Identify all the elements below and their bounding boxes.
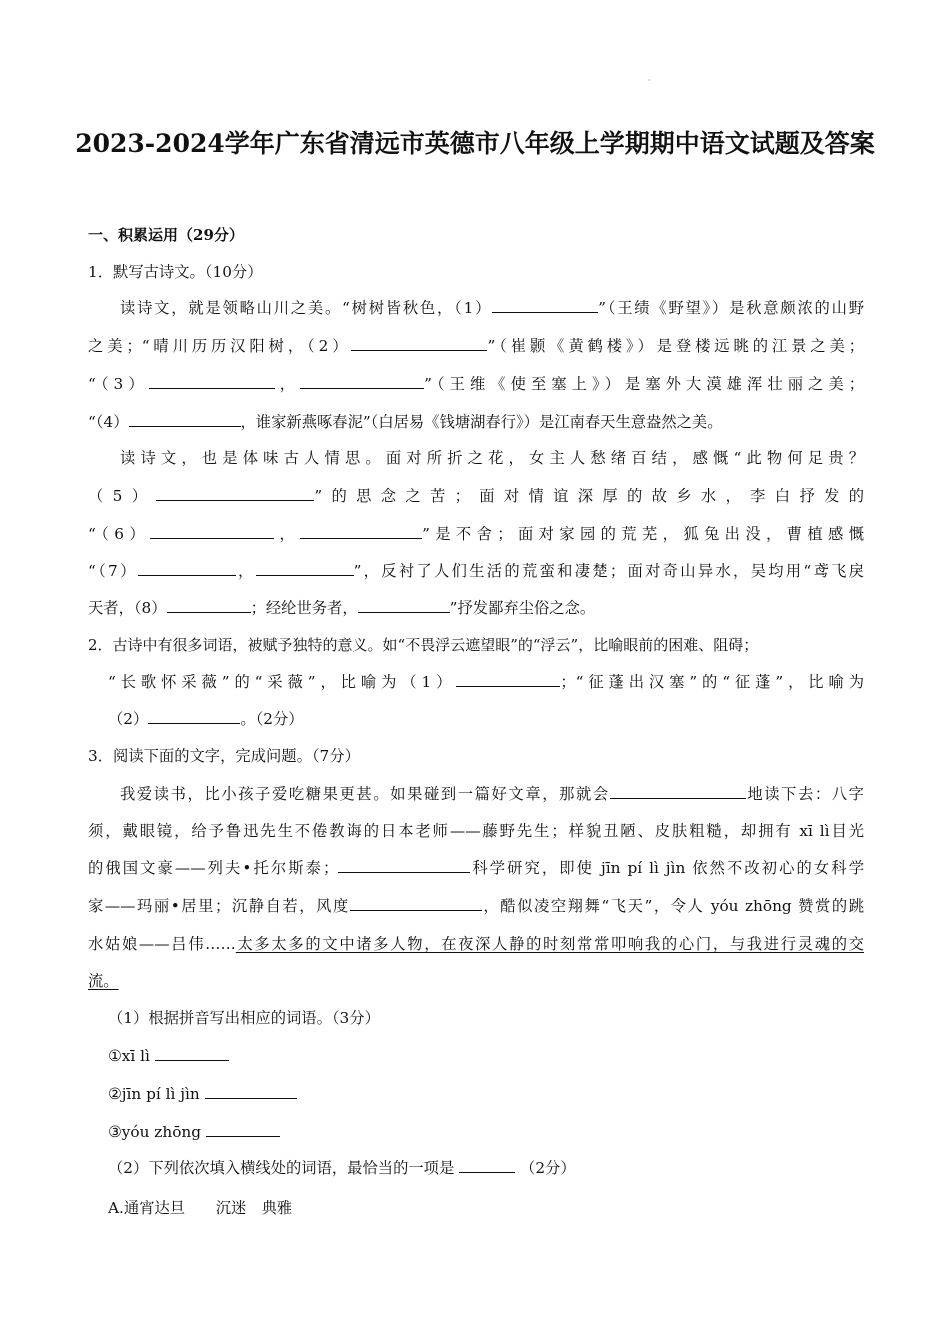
page-title: 2023-2024学年广东省清远市英德市八年级上学期期中语文试题及答案: [75, 129, 875, 158]
q1-text: “（3）: [88, 375, 149, 393]
q1-text: ，: [274, 525, 301, 543]
q3-passage-line-2: 须，戴眼镜，给予鲁迅先生不倦教诲的日本老师——藤野先生；样貌丑陋、皮肤粗糙，却拥有 xī lì目光: [88, 822, 864, 840]
answer-blank[interactable]: [205, 1084, 297, 1099]
q3-text: 地读下去：八字: [745, 785, 864, 803]
q1-text: ；经纶世务者，: [250, 599, 358, 617]
answer-blank[interactable]: [129, 412, 241, 427]
answer-blank[interactable]: [300, 524, 422, 539]
pinyin-label: ③yóu zhōng: [108, 1123, 202, 1141]
q3-subquestion-2: [108, 1156, 864, 1180]
q3-text: （2分）: [520, 1159, 576, 1177]
option-a[interactable]: A.通宵达旦 沉迷 典雅: [108, 1199, 293, 1217]
q1-line-7: [88, 522, 864, 546]
pinyin-label: ②jīn pí lì jìn: [108, 1085, 200, 1103]
q1-text: （5）: [88, 487, 157, 505]
underlined-sentence-end: 流。: [88, 972, 119, 990]
q3-text: 家——玛丽•居里；沉静自若，风度: [88, 897, 350, 915]
question-2-line-1: 2．古诗中有很多词语，被赋予独特的意义。如“不畏浮云遮望眼”的“浮云”，比喻眼前的困难、阻碍；: [88, 636, 759, 654]
q1-line-6: [88, 484, 864, 508]
scan-speck: ·: [648, 76, 651, 85]
section-heading: 一、积累运用（29分）: [88, 226, 244, 244]
q1-line-2: [88, 334, 864, 358]
q1-text: “（4）: [88, 413, 129, 431]
q1-text: 读诗文，就是领略山川之美。“树树皆秋色，（1）: [120, 299, 493, 317]
answer-blank[interactable]: [155, 1046, 229, 1061]
q1-text: “（6）: [88, 525, 150, 543]
q1-text: ”（王维《使至塞上》）是塞外大漠雄浑壮丽之美；: [424, 375, 864, 393]
q1-line-9: [88, 596, 864, 620]
q1-text: ”是不舍；面对家园的荒芜，狐兔出没，曹植感慨: [422, 525, 864, 543]
q2-text: （2）: [108, 710, 149, 728]
answer-blank[interactable]: [300, 374, 424, 389]
q1-line-4: [88, 410, 864, 434]
question-2-line-2: [108, 670, 864, 694]
pinyin-item-2: [108, 1082, 864, 1106]
q3-text: 的俄国文豪——列夫•托尔斯泰；: [88, 859, 339, 877]
q3-text: （2）下列依次填入横线处的词语，最恰当的一项是: [108, 1159, 455, 1177]
q1-text: “（7）: [88, 562, 138, 580]
underlined-sentence: 太多太多的文中诸多人物，在夜深人静的时刻常常叩响我的心门，与我进行灵魂的交: [235, 935, 864, 953]
question-1-heading: 1．默写古诗文。（10分）: [88, 263, 263, 281]
q1-text: ”的思念之苦；面对情谊深厚的故乡水，李白抒发的: [314, 487, 864, 505]
q1-line-1: [120, 296, 864, 320]
answer-blank[interactable]: [156, 486, 314, 501]
q2-text: 。（2分）: [240, 710, 304, 728]
pinyin-item-1: [108, 1044, 864, 1068]
answer-blank[interactable]: [338, 858, 470, 873]
answer-blank[interactable]: [138, 561, 236, 576]
answer-blank[interactable]: [351, 336, 487, 351]
q1-text: ，: [235, 562, 256, 580]
answer-blank[interactable]: [167, 598, 251, 613]
q1-text: ”（崔颢《黄鹤楼》）是登楼远眺的江景之美；: [487, 337, 864, 355]
pinyin-label: ①xī lì: [108, 1047, 150, 1065]
answer-blank[interactable]: [148, 709, 240, 724]
answer-blank[interactable]: [150, 524, 274, 539]
answer-blank[interactable]: [149, 374, 275, 389]
q3-passage-line-4: [88, 894, 864, 918]
q1-text: ”（王绩《野望》）是秋意颇浓的山野: [598, 299, 864, 317]
q1-line-5: 读诗文，也是体味古人情思。面对所折之花，女主人愁绪百结，感慨“此物何足贵？: [120, 449, 864, 467]
q1-text: 天者，（8）: [88, 599, 167, 617]
answer-blank[interactable]: [456, 672, 560, 687]
question-2-line-3: [108, 707, 864, 731]
q1-text: ”，反衬了人们生活的荒蛮和凄楚；面对奇山异水，吴均用“鸢飞戾: [353, 562, 864, 580]
q3-passage-line-1: [120, 782, 864, 806]
q2-text: ；“征蓬出汉塞”的“征蓬”，比喻为: [560, 673, 864, 691]
answer-blank[interactable]: [492, 298, 598, 313]
answer-blank[interactable]: [610, 784, 746, 799]
answer-blank[interactable]: [459, 1158, 515, 1173]
q3-text: 科学研究，即使 jīn pí lì jìn 依然不改初心的女科学: [470, 859, 864, 877]
q1-line-8: [88, 559, 864, 583]
q1-text: ，: [274, 375, 301, 393]
answer-blank[interactable]: [206, 1122, 280, 1137]
q3-text: 我爱读书，比小孩子爱吃糖果更甚。如果碰到一篇好文章，那就会: [120, 785, 610, 803]
q1-text: ，谁家新燕啄春泥”（白居易《钱塘湖春行》）是江南春天生意盎然之美。: [240, 413, 723, 431]
q1-text: ”抒发鄙弃尘俗之念。: [449, 599, 596, 617]
answer-blank[interactable]: [350, 896, 482, 911]
answer-blank[interactable]: [256, 561, 354, 576]
q3-subquestion-1: （1）根据拼音写出相应的词语。（3分）: [108, 1009, 380, 1027]
q3-text: 水姑娘——吕伟……: [88, 935, 236, 953]
q1-line-3: [88, 372, 864, 396]
q3-text: ，酷似凌空翔舞“飞天”，令人 yóu zhōng 赞赏的跳: [481, 897, 864, 915]
q1-text: 之美；“晴川历历汉阳树，（2）: [88, 337, 352, 355]
q2-text: “长歌怀采薇”的“采薇”，比喻为（1）: [108, 673, 457, 691]
pinyin-item-3: [108, 1120, 864, 1144]
q3-passage-line-5: [88, 932, 864, 956]
q3-passage-line-6: [88, 969, 864, 993]
answer-blank[interactable]: [358, 598, 450, 613]
question-3-heading: 3．阅读下面的文字，完成问题。（7分）: [88, 747, 360, 765]
q3-passage-line-3: [88, 856, 864, 880]
